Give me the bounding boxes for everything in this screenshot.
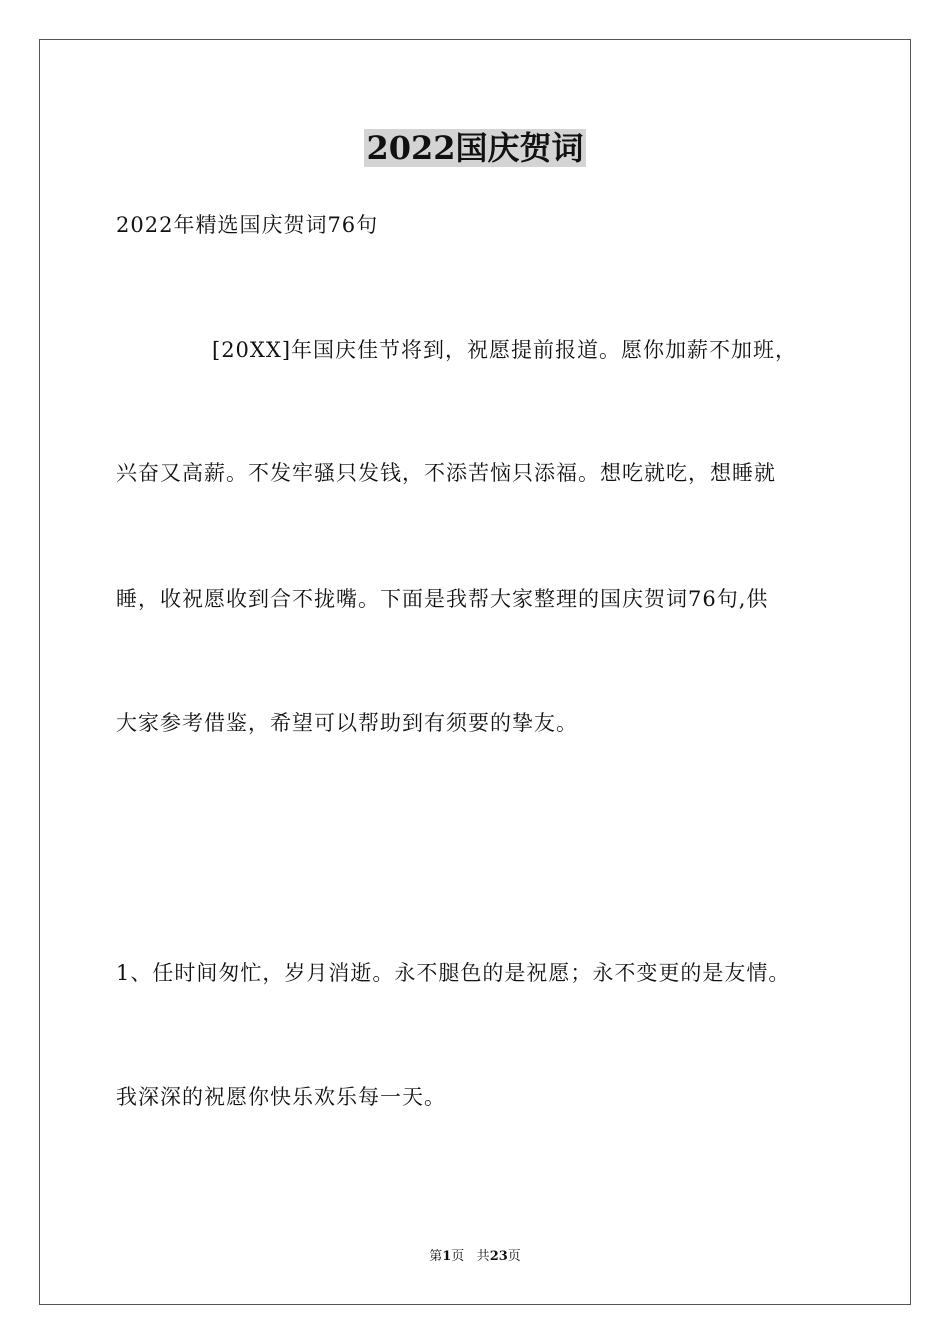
total-pages: 23 [489, 1249, 508, 1264]
paragraph-line: 我深深的祝愿你快乐欢乐每一天。 [116, 1085, 446, 1109]
document-subtitle: 2022年精选国庆贺词76句 [116, 213, 379, 237]
document-title [0, 126, 950, 170]
total-prefix: 共 [476, 1249, 490, 1264]
paragraph-line: [20XX]年国庆佳节将到，祝愿提前报道。愿你加薪不加班， [212, 338, 798, 362]
document-title-text: 2022国庆贺词 [366, 129, 584, 167]
page-number: 1 [442, 1249, 452, 1264]
page-suffix: 页 [451, 1249, 465, 1264]
page-footer [0, 1248, 950, 1266]
paragraph-line: 大家参考借鉴，希望可以帮助到有须要的挚友。 [116, 711, 578, 735]
paragraph-line: 1、任时间匆忙，岁月消逝。永不腿色的是祝愿；永不变更的是友情。 [116, 961, 791, 985]
page-prefix: 第 [429, 1249, 443, 1264]
paragraph-line: 睡，收祝愿收到合不拢嘴。下面是我帮大家整理的国庆贺词76句,供 [116, 587, 769, 611]
paragraph-line: 兴奋又高薪。不发牢骚只发钱，不添苦恼只添福。想吃就吃，想睡就 [116, 461, 776, 485]
total-suffix: 页 [507, 1249, 521, 1264]
